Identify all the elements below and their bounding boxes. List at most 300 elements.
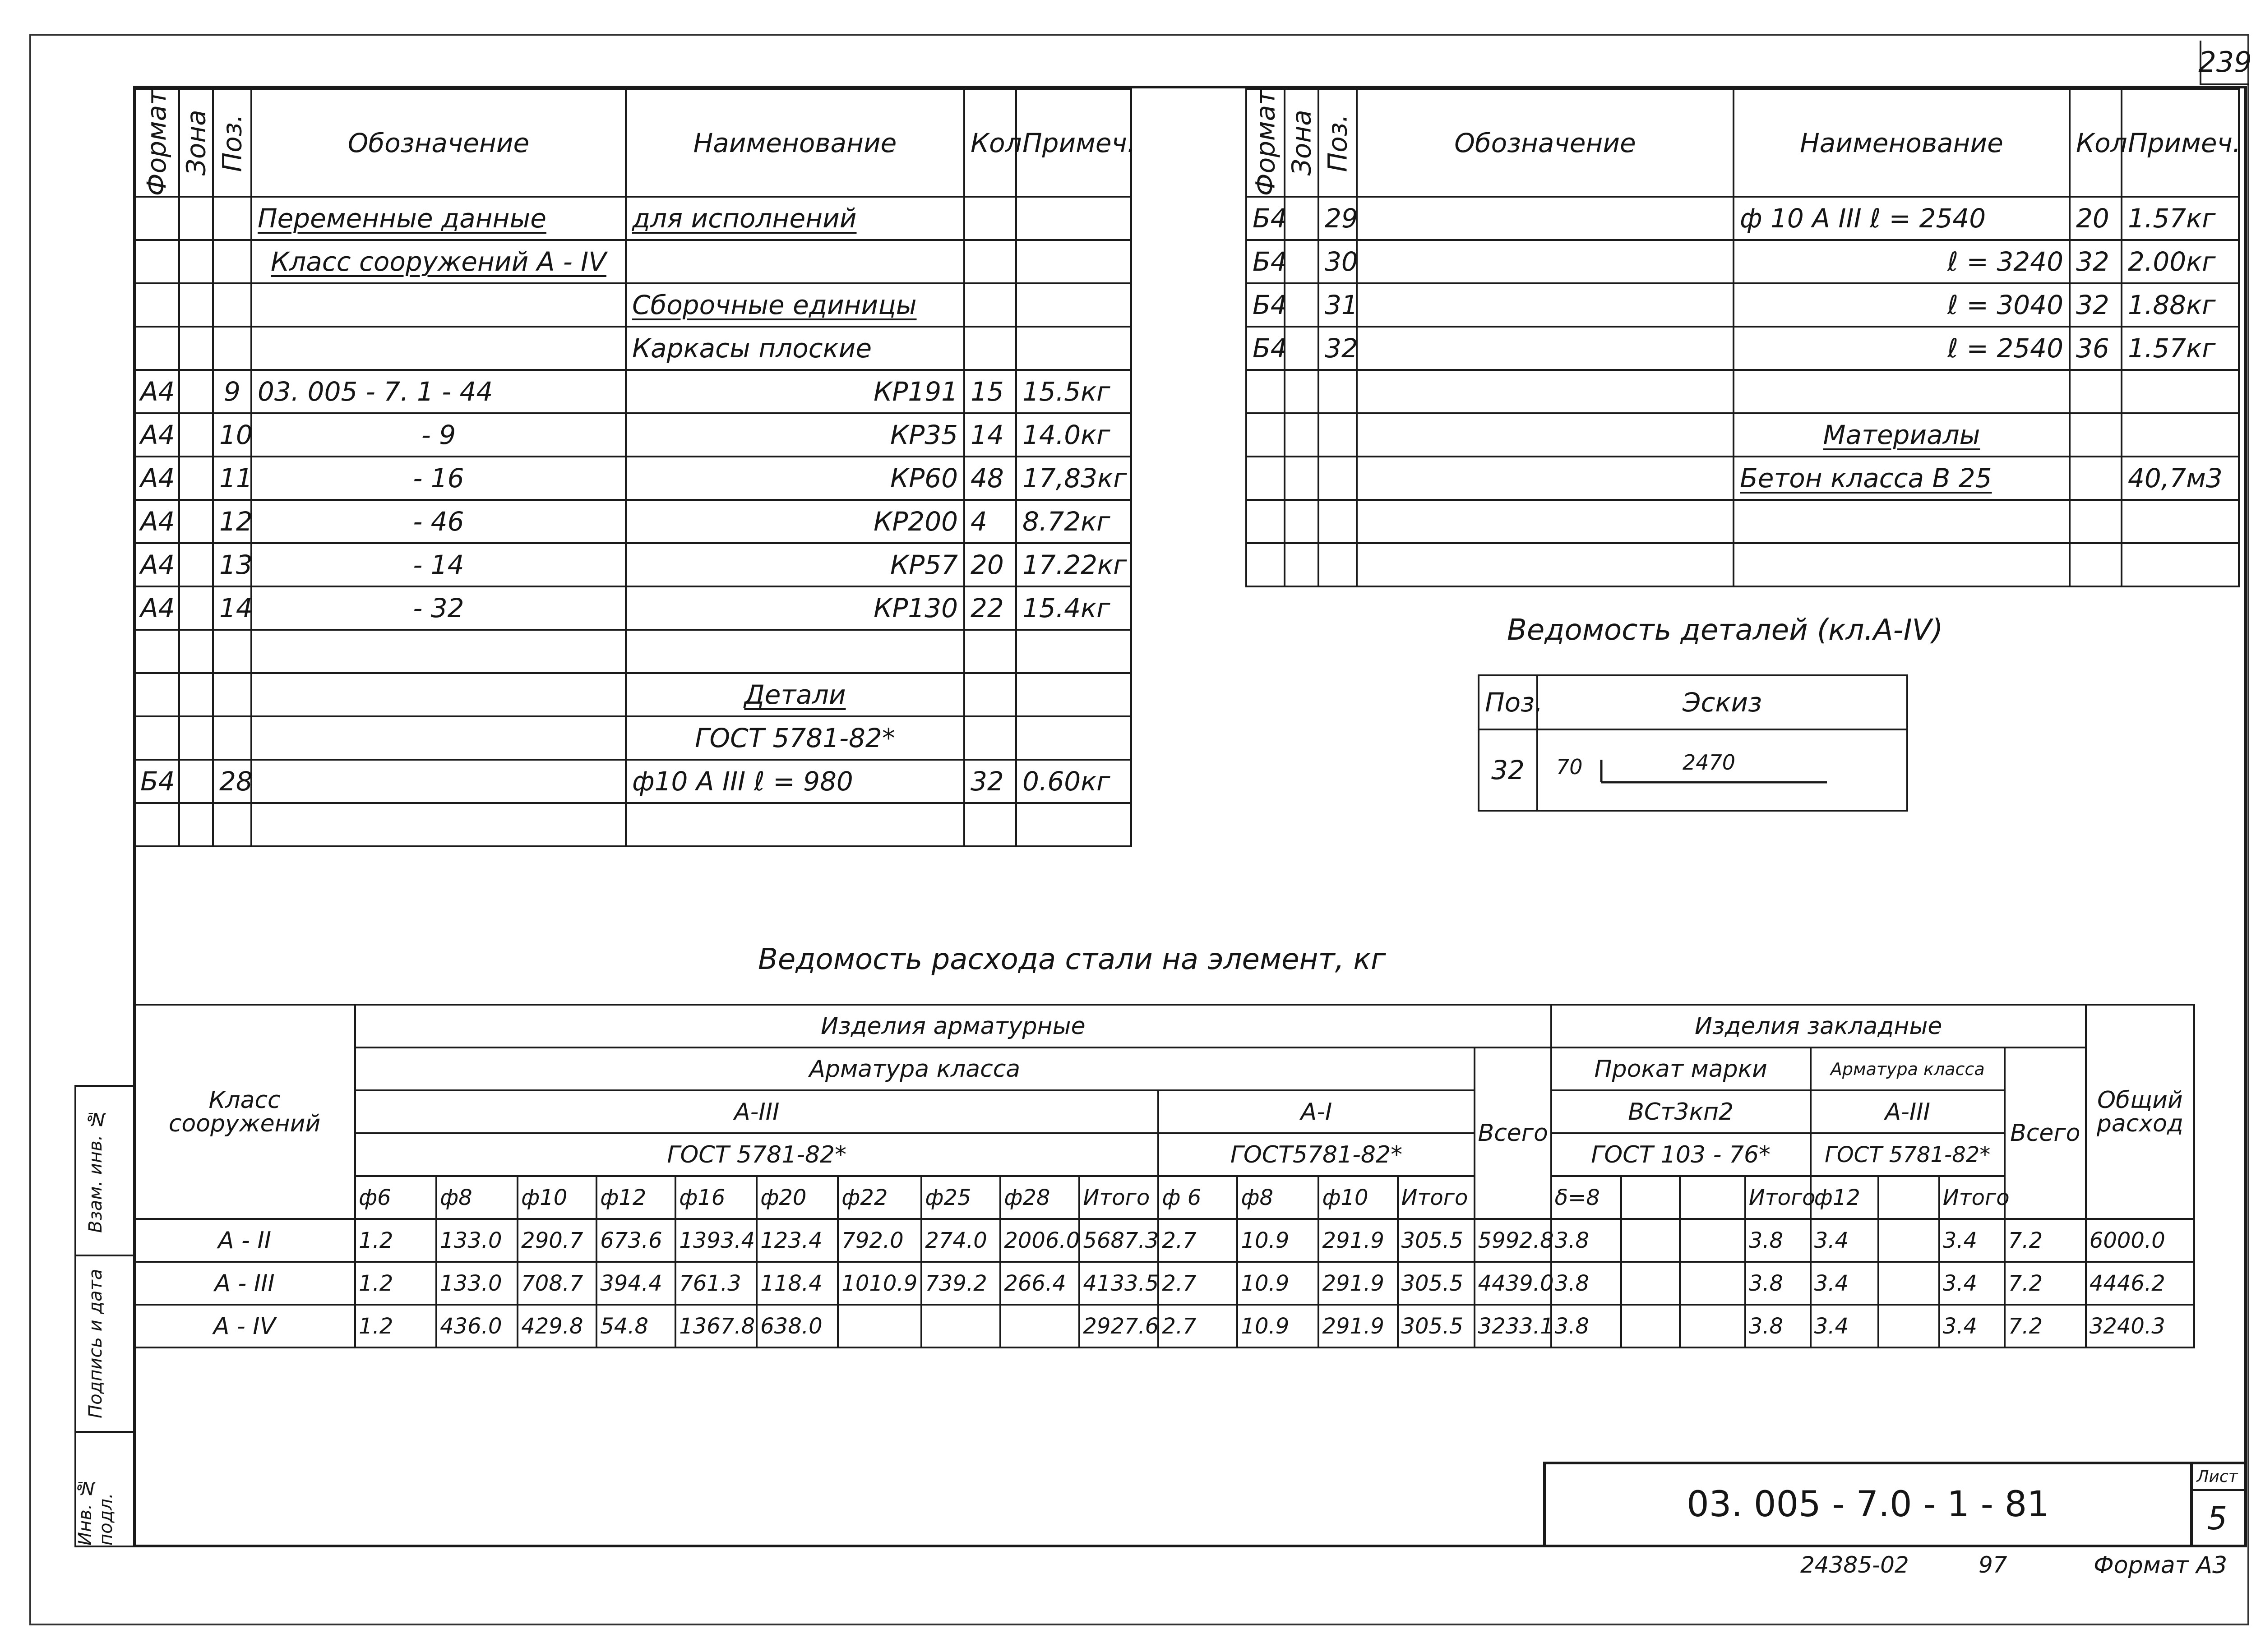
spec-cell-zone	[179, 413, 213, 457]
spec-cell-format: А4	[134, 370, 179, 413]
spec-cell-name: КР57	[626, 543, 964, 586]
spec-cell-note: 40,7м3	[2122, 457, 2239, 500]
steel-cell: 10.9	[1237, 1219, 1318, 1262]
spec-cell-name: Сборочные единицы	[626, 283, 964, 327]
sketch-dim-a: 70	[1556, 755, 1583, 779]
steel-cell: 3.4	[1811, 1219, 1878, 1262]
spec-cell-format: А4	[134, 413, 179, 457]
document-code: 03. 005 - 7.0 - 1 - 81	[1543, 1462, 2193, 1547]
header-qty: Кол.	[2070, 89, 2122, 197]
spec-row	[134, 370, 1131, 413]
steel-total-header: Всего	[1475, 1047, 1551, 1219]
steel-cell: 3.4	[1811, 1305, 1878, 1347]
spec-cell-designation	[1357, 197, 1734, 240]
steel-cell: 1.2	[355, 1305, 436, 1347]
header-format: Формат	[134, 89, 179, 197]
spec-cell-qty: 36	[2070, 327, 2122, 370]
steel-cell: 3.8	[1551, 1219, 1621, 1262]
spec-cell-qty: 32	[2070, 240, 2122, 283]
spec-cell-name: Бетон класса В 25	[1734, 457, 2070, 500]
steel-table-title: Ведомость расхода стали на элемент, кг	[758, 943, 1386, 976]
spec-cell-designation	[251, 716, 626, 760]
steel-subheader-cell: Итого	[1745, 1176, 1811, 1219]
steel-cell: 3.8	[1551, 1305, 1621, 1347]
steel-embedded-items: Изделия закладные	[1551, 1005, 2086, 1047]
steel-cell	[1878, 1219, 1939, 1262]
spec-cell-format	[134, 716, 179, 760]
spec-cell-format	[1246, 543, 1285, 586]
spec-cell-designation	[1357, 240, 1734, 283]
spec-cell-format: Б4	[1246, 240, 1285, 283]
details-pos: 32	[1479, 729, 1537, 811]
spec-cell-note: 15.5кг	[1016, 370, 1131, 413]
spec-cell-format: Б4	[134, 760, 179, 803]
steel-cell	[1680, 1262, 1745, 1305]
steel-cell: 6000.0	[2086, 1219, 2194, 1262]
steel-subheader-cell: ф 6	[1158, 1176, 1237, 1219]
spec-row	[134, 630, 1131, 673]
spec-cell-designation	[251, 630, 626, 673]
steel-cell: 2927.6	[1079, 1305, 1158, 1347]
steel-cell: 5992.8	[1475, 1219, 1551, 1262]
spec-cell-note	[2122, 413, 2239, 457]
steel-subheader-cell	[1621, 1176, 1680, 1219]
spec-cell-name: ℓ = 3040	[1734, 283, 2070, 327]
steel-cell: 2006.0	[1000, 1219, 1079, 1262]
steel-a1: А-I	[1158, 1090, 1474, 1133]
sheet-number: 5	[2207, 1500, 2228, 1537]
spec-cell-qty: 32	[964, 760, 1016, 803]
header-format: Формат	[1246, 89, 1285, 197]
spec-cell-designation: - 14	[251, 543, 626, 586]
steel-cell: 1393.4	[675, 1219, 757, 1262]
steel-cell	[1621, 1219, 1680, 1262]
spec-cell-zone	[179, 500, 213, 543]
steel-cell: 5687.3	[1079, 1219, 1158, 1262]
spec-cell-zone	[179, 586, 213, 630]
steel-subheader-cell: Итого	[1398, 1176, 1475, 1219]
spec-cell-qty	[2070, 370, 2122, 413]
spec-cell-format: Б4	[1246, 283, 1285, 327]
spec-cell-zone	[179, 327, 213, 370]
spec-cell-zone	[179, 457, 213, 500]
spec-cell-zone	[1285, 500, 1318, 543]
spec-cell-designation: Переменные данные	[251, 197, 626, 240]
sketch-dim-b: 2470	[1683, 750, 1736, 775]
spec-cell-note: 8.72кг	[1016, 500, 1131, 543]
details-header-sketch: Эскиз	[1537, 675, 1907, 729]
steel-cell: 708.7	[518, 1262, 596, 1305]
header-zone: Зона	[179, 89, 213, 197]
spec-cell-zone	[1285, 413, 1318, 457]
spec-cell-qty	[2070, 500, 2122, 543]
spec-cell-designation	[1357, 283, 1734, 327]
spec-cell-designation: 03. 005 - 7. 1 - 44	[251, 370, 626, 413]
spec-row	[134, 716, 1131, 760]
spec-cell-note	[1016, 197, 1131, 240]
spec-cell-name: ℓ = 3240	[1734, 240, 2070, 283]
steel-armature-class: Арматура класса	[355, 1047, 1474, 1090]
steel-gost-arm2: ГОСТ 5781-82*	[1811, 1133, 2005, 1176]
header-pos: Поз.	[213, 89, 251, 197]
header-designation: Обозначение	[1357, 89, 1734, 197]
spec-cell-note: 17,83кг	[1016, 457, 1131, 500]
spec-cell-format	[1246, 370, 1285, 413]
spec-cell-pos: 13	[213, 543, 251, 586]
spec-cell-format	[134, 327, 179, 370]
spec-cell-designation: - 46	[251, 500, 626, 543]
steel-cell: 7.2	[2005, 1219, 2086, 1262]
header-designation: Обозначение	[251, 89, 626, 197]
spec-cell-format	[134, 630, 179, 673]
spec-cell-note	[1016, 240, 1131, 283]
steel-cell: 739.2	[921, 1262, 1000, 1305]
spec-row	[134, 543, 1131, 586]
spec-cell-pos: 31	[1318, 283, 1357, 327]
spec-row	[134, 413, 1131, 457]
spec-cell-note	[1016, 630, 1131, 673]
steel-cell: 3.4	[1939, 1262, 2005, 1305]
spec-cell-format	[134, 673, 179, 716]
side-label-signature: Подпись и дата	[85, 1269, 106, 1419]
details-header-pos: Поз.	[1479, 675, 1537, 729]
spec-cell-note	[1016, 327, 1131, 370]
spec-cell-note: 14.0кг	[1016, 413, 1131, 457]
spec-cell-name: КР35	[626, 413, 964, 457]
spec-cell-name	[1734, 370, 2070, 413]
steel-subheader-cell: ф10	[518, 1176, 596, 1219]
spec-cell-designation	[1357, 457, 1734, 500]
steel-cell: 274.0	[921, 1219, 1000, 1262]
side-cell-replacement	[74, 1085, 135, 1256]
spec-row	[1246, 457, 2239, 500]
spec-row	[1246, 197, 2239, 240]
spec-cell-note: 1.57кг	[2122, 197, 2239, 240]
steel-cell: 3.4	[1939, 1305, 2005, 1347]
spec-cell-pos	[1318, 457, 1357, 500]
spec-table-left	[133, 88, 1136, 847]
spec-cell-format	[1246, 413, 1285, 457]
spec-cell-note	[2122, 370, 2239, 413]
spec-cell-name: ф 10 А III ℓ = 2540	[1734, 197, 2070, 240]
spec-cell-zone	[1285, 197, 1318, 240]
spec-cell-zone	[179, 716, 213, 760]
details-sheet-table	[1478, 674, 1908, 812]
steel-row	[134, 1262, 2194, 1305]
steel-arm-class-2: Арматура класса	[1811, 1047, 2005, 1090]
steel-cell: 266.4	[1000, 1262, 1079, 1305]
spec-cell-note	[2122, 500, 2239, 543]
spec-cell-note: 15.4кг	[1016, 586, 1131, 630]
sheet-label: Лист	[2190, 1464, 2244, 1491]
details-sheet-title: Ведомость деталей (кл.А-IV)	[1507, 614, 1943, 647]
steel-cell: 305.5	[1398, 1262, 1475, 1305]
steel-row-class: А - II	[134, 1219, 355, 1262]
spec-cell-qty	[2070, 457, 2122, 500]
side-stamp-strip	[74, 1085, 135, 1547]
spec-cell-format: Б4	[1246, 197, 1285, 240]
steel-subheader-cell: Итого	[1939, 1176, 2005, 1219]
spec-row	[1246, 240, 2239, 283]
spec-cell-pos: 32	[1318, 327, 1357, 370]
spec-cell-note: 0.60кг	[1016, 760, 1131, 803]
spec-cell-zone	[179, 197, 213, 240]
steel-row	[134, 1219, 2194, 1262]
spec-cell-pos: 29	[1318, 197, 1357, 240]
steel-row-class: А - III	[134, 1262, 355, 1305]
steel-cell: 2.7	[1158, 1305, 1237, 1347]
spec-cell-designation	[1357, 543, 1734, 586]
spec-cell-name: Материалы	[1734, 413, 2070, 457]
header-note: Примеч.	[1016, 89, 1131, 197]
spec-cell-format: А4	[134, 543, 179, 586]
steel-cell: 1367.8	[675, 1305, 757, 1347]
steel-cell: 638.0	[757, 1305, 838, 1347]
spec-row	[134, 803, 1131, 846]
spec-row	[134, 673, 1131, 716]
steel-cell	[1621, 1305, 1680, 1347]
steel-subheader-cell: ф25	[921, 1176, 1000, 1219]
spec-cell-note	[1016, 283, 1131, 327]
spec-row	[1246, 283, 2239, 327]
spec-cell-pos: 11	[213, 457, 251, 500]
spec-row	[134, 283, 1131, 327]
steel-cell: 3.8	[1551, 1262, 1621, 1305]
spec-cell-format: А4	[134, 457, 179, 500]
spec-cell-note	[1016, 803, 1131, 846]
spec-cell-qty	[964, 327, 1016, 370]
steel-row-class: А - IV	[134, 1305, 355, 1347]
steel-cell	[1878, 1305, 1939, 1347]
spec-cell-designation	[251, 283, 626, 327]
steel-row	[134, 1305, 2194, 1347]
spec-cell-qty	[964, 803, 1016, 846]
spec-cell-designation: - 16	[251, 457, 626, 500]
steel-subheader-cell	[1878, 1176, 1939, 1219]
header-pos: Поз.	[1318, 89, 1357, 197]
spec-cell-pos	[1318, 370, 1357, 413]
spec-cell-qty: 4	[964, 500, 1016, 543]
spec-cell-format	[134, 283, 179, 327]
spec-cell-zone	[179, 630, 213, 673]
steel-cell	[921, 1305, 1000, 1347]
archive-sub-number: 97	[1979, 1552, 2007, 1578]
steel-cell: 10.9	[1237, 1262, 1318, 1305]
spec-cell-name: для исполнений	[626, 197, 964, 240]
spec-cell-name	[626, 240, 964, 283]
steel-cell: 1010.9	[838, 1262, 921, 1305]
spec-cell-qty: 48	[964, 457, 1016, 500]
spec-row	[1246, 370, 2239, 413]
spec-cell-name: ГОСТ 5781-82*	[626, 716, 964, 760]
spec-cell-format: Б4	[1246, 327, 1285, 370]
title-block	[1543, 1462, 2247, 1547]
steel-cell: 291.9	[1318, 1305, 1397, 1347]
spec-row	[1246, 500, 2239, 543]
spec-row	[1246, 327, 2239, 370]
spec-cell-zone	[179, 370, 213, 413]
spec-cell-name: КР130	[626, 586, 964, 630]
spec-cell-pos: 28	[213, 760, 251, 803]
steel-subheader-cell: ф28	[1000, 1176, 1079, 1219]
spec-cell-name: КР191	[626, 370, 964, 413]
spec-cell-zone	[1285, 327, 1318, 370]
steel-cell: 3240.3	[2086, 1305, 2194, 1347]
spec-cell-note: 2.00кг	[2122, 240, 2239, 283]
steel-armature-items: Изделия арматурные	[355, 1005, 1551, 1047]
spec-cell-name	[626, 803, 964, 846]
spec-cell-pos	[1318, 500, 1357, 543]
spec-row	[1246, 413, 2239, 457]
steel-cell: 10.9	[1237, 1305, 1318, 1347]
spec-cell-format	[134, 803, 179, 846]
spec-cell-designation	[251, 327, 626, 370]
steel-cell: 118.4	[757, 1262, 838, 1305]
steel-cell: 3.8	[1745, 1305, 1811, 1347]
steel-subheader-cell: ф10	[1318, 1176, 1397, 1219]
details-sketch-cell	[1537, 729, 1907, 811]
spec-cell-qty: 15	[964, 370, 1016, 413]
spec-cell-designation	[1357, 370, 1734, 413]
spec-cell-format	[134, 240, 179, 283]
spec-table-right	[1245, 88, 2240, 587]
steel-cell: 291.9	[1318, 1219, 1397, 1262]
format-label: Формат А3	[2094, 1552, 2228, 1579]
spec-cell-zone	[179, 673, 213, 716]
spec-cell-pos	[213, 240, 251, 283]
steel-cell: 3.8	[1745, 1219, 1811, 1262]
steel-cell: 3.4	[1939, 1219, 2005, 1262]
spec-cell-qty	[964, 630, 1016, 673]
side-cell-signature	[74, 1255, 135, 1433]
spec-row	[134, 760, 1131, 803]
steel-cell: 133.0	[436, 1219, 518, 1262]
spec-header-row	[1246, 89, 2239, 197]
steel-subheader-cell: ф20	[757, 1176, 838, 1219]
spec-cell-pos: 10	[213, 413, 251, 457]
spec-cell-pos	[213, 803, 251, 846]
spec-cell-format	[134, 197, 179, 240]
steel-cell: 4446.2	[2086, 1262, 2194, 1305]
steel-gost-a1: ГОСТ5781-82*	[1158, 1133, 1474, 1176]
spec-cell-name: КР60	[626, 457, 964, 500]
steel-cell: 133.0	[436, 1262, 518, 1305]
steel-cell: 429.8	[518, 1305, 596, 1347]
spec-row	[134, 586, 1131, 630]
steel-subheader-row	[134, 1176, 2194, 1219]
side-label-inventory: Инв. № подл.	[75, 1477, 116, 1546]
header-qty: Кол.	[964, 89, 1016, 197]
spec-cell-pos: 12	[213, 500, 251, 543]
spec-cell-format: А4	[134, 586, 179, 630]
spec-cell-note	[2122, 543, 2239, 586]
steel-cell	[1000, 1305, 1079, 1347]
spec-cell-note: 17.22кг	[1016, 543, 1131, 586]
steel-cell: 3.8	[1745, 1262, 1811, 1305]
spec-cell-name: Детали	[626, 673, 964, 716]
spec-cell-zone	[179, 803, 213, 846]
steel-cell: 761.3	[675, 1262, 757, 1305]
spec-cell-pos	[213, 716, 251, 760]
steel-cell	[1621, 1262, 1680, 1305]
steel-cell: 2.7	[1158, 1262, 1237, 1305]
spec-cell-zone	[1285, 457, 1318, 500]
spec-cell-designation: - 32	[251, 586, 626, 630]
spec-cell-format: А4	[134, 500, 179, 543]
spec-cell-zone	[1285, 543, 1318, 586]
steel-subheader-cell: ф8	[436, 1176, 518, 1219]
spec-cell-format	[1246, 457, 1285, 500]
steel-cell: 305.5	[1398, 1305, 1475, 1347]
spec-cell-qty	[964, 673, 1016, 716]
steel-brand: ВСт3кп2	[1551, 1090, 1811, 1133]
spec-cell-designation	[251, 673, 626, 716]
spec-cell-name: КР200	[626, 500, 964, 543]
steel-subheader-cell: ф12	[1811, 1176, 1878, 1219]
steel-subheader-cell	[1680, 1176, 1745, 1219]
spec-cell-name	[1734, 500, 2070, 543]
spec-cell-qty: 20	[964, 543, 1016, 586]
steel-cell: 290.7	[518, 1219, 596, 1262]
steel-cell: 436.0	[436, 1305, 518, 1347]
spec-cell-pos: 14	[213, 586, 251, 630]
steel-cell	[838, 1305, 921, 1347]
steel-subheader-cell: ф12	[596, 1176, 675, 1219]
spec-cell-designation: - 9	[251, 413, 626, 457]
steel-cell: 673.6	[596, 1219, 675, 1262]
steel-subheader-cell: ф22	[838, 1176, 921, 1219]
spec-cell-name	[1734, 543, 2070, 586]
spec-cell-pos	[213, 327, 251, 370]
spec-cell-pos: 9	[213, 370, 251, 413]
page-number: 239	[2200, 41, 2249, 85]
steel-cell: 792.0	[838, 1219, 921, 1262]
side-label-replacement: Взам. инв. №	[85, 1108, 106, 1233]
spec-cell-qty	[2070, 543, 2122, 586]
header-note: Примеч.	[2122, 89, 2239, 197]
spec-cell-pos	[213, 197, 251, 240]
spec-cell-designation	[1357, 500, 1734, 543]
steel-cell: 123.4	[757, 1219, 838, 1262]
steel-subheader-cell: Итого	[1079, 1176, 1158, 1219]
spec-cell-zone	[1285, 370, 1318, 413]
steel-cell: 4439.0	[1475, 1262, 1551, 1305]
spec-cell-pos: 30	[1318, 240, 1357, 283]
steel-a3: А-III	[355, 1090, 1158, 1133]
spec-cell-qty: 14	[964, 413, 1016, 457]
header-zone: Зона	[1285, 89, 1318, 197]
steel-cell: 3233.1	[1475, 1305, 1551, 1347]
side-cell-inventory	[74, 1431, 135, 1547]
spec-cell-name: ф10 А III ℓ = 980	[626, 760, 964, 803]
spec-cell-zone	[179, 543, 213, 586]
spec-cell-designation	[1357, 327, 1734, 370]
steel-cell: 1.2	[355, 1262, 436, 1305]
spec-cell-note: 1.57кг	[2122, 327, 2239, 370]
steel-class-header: Класс сооружений	[134, 1005, 355, 1219]
spec-cell-note	[1016, 716, 1131, 760]
spec-row	[1246, 543, 2239, 586]
spec-row	[134, 197, 1131, 240]
sheet-box	[2190, 1462, 2247, 1547]
spec-cell-pos	[213, 283, 251, 327]
steel-cell: 305.5	[1398, 1219, 1475, 1262]
steel-subheader-cell: ф6	[355, 1176, 436, 1219]
spec-row	[134, 240, 1131, 283]
steel-a3-2: А-III	[1811, 1090, 2005, 1133]
spec-cell-designation	[1357, 413, 1734, 457]
steel-cell: 54.8	[596, 1305, 675, 1347]
